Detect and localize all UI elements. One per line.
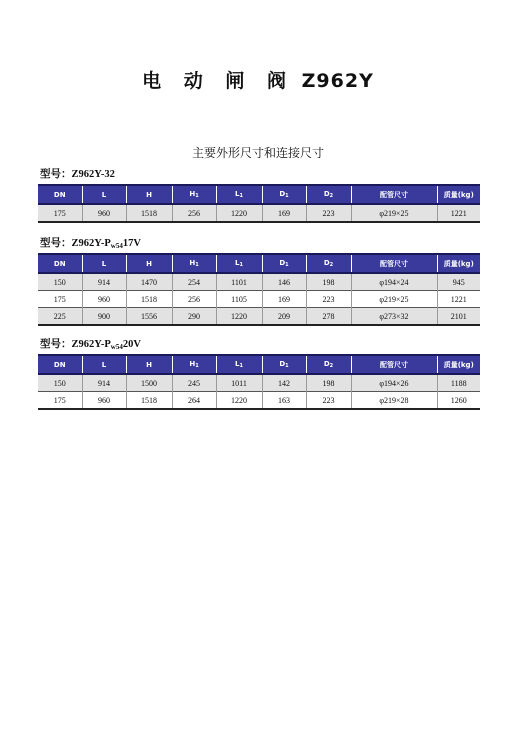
model-code-suffix: 20V <box>122 339 141 350</box>
model-label <box>40 166 480 181</box>
table-body <box>38 273 480 325</box>
model-section <box>38 166 480 223</box>
column-header-label: L <box>101 259 107 268</box>
column-header <box>262 254 306 273</box>
table-row <box>38 291 480 308</box>
table-cell: φ194×26 <box>351 374 437 392</box>
table-cell: 142 <box>262 374 306 392</box>
table-cell: φ219×25 <box>351 291 437 308</box>
table-cell: 1220 <box>216 204 262 222</box>
page-title <box>0 66 516 93</box>
table-cell: 146 <box>262 273 306 291</box>
header-row <box>38 254 480 273</box>
column-header-label: H <box>146 190 152 199</box>
column-header <box>437 185 480 204</box>
column-header-label: 质量(kg) <box>443 360 474 369</box>
model-code-subscript: w54 <box>110 242 123 250</box>
table-cell: 960 <box>82 204 126 222</box>
column-header-subscript: 1 <box>195 193 199 199</box>
column-header-subscript: 1 <box>195 363 199 369</box>
column-header-subscript: 1 <box>285 193 289 199</box>
column-header-label: DN <box>53 360 66 369</box>
table-cell: φ273×32 <box>351 308 437 326</box>
column-header-label: H <box>146 360 152 369</box>
column-header <box>126 185 172 204</box>
table-cell: 1220 <box>216 392 262 410</box>
column-header-label: H <box>189 360 196 368</box>
model-section <box>38 336 480 410</box>
column-header-label: L <box>235 360 240 368</box>
column-header-subscript: 2 <box>329 363 334 369</box>
table-cell: 1518 <box>126 204 172 222</box>
column-header-label: D <box>279 190 286 198</box>
table-cell: 1470 <box>126 273 172 291</box>
model-label-prefix: 型号： <box>40 237 72 249</box>
page-title-model: Z962Y <box>301 70 374 92</box>
table-cell: 223 <box>306 204 351 222</box>
table-body <box>38 374 480 409</box>
column-header-label: DN <box>53 190 66 199</box>
table-cell: 256 <box>172 291 216 308</box>
column-header-subscript: 1 <box>239 193 243 199</box>
column-header <box>351 355 437 374</box>
table-cell: 1105 <box>216 291 262 308</box>
table-cell: 175 <box>38 392 82 410</box>
model-code <box>72 169 115 180</box>
column-header-subscript: 2 <box>329 262 334 268</box>
column-header <box>216 185 262 204</box>
column-header-label: 配管尺寸 <box>380 190 408 199</box>
table-cell: φ219×25 <box>351 204 437 222</box>
column-header <box>82 355 126 374</box>
table-cell: 163 <box>262 392 306 410</box>
table-row <box>38 273 480 291</box>
column-header-subscript: 1 <box>285 262 289 268</box>
column-header <box>82 254 126 273</box>
column-header-label: 配管尺寸 <box>380 259 408 268</box>
column-header-subscript: 1 <box>239 363 243 369</box>
column-header <box>216 254 262 273</box>
column-header <box>172 185 216 204</box>
column-header <box>38 355 82 374</box>
table-cell: 1500 <box>126 374 172 392</box>
table-cell: 198 <box>306 374 351 392</box>
header-row <box>38 185 480 204</box>
table-cell: 960 <box>82 291 126 308</box>
column-header-label: L <box>101 190 107 199</box>
column-header <box>126 355 172 374</box>
column-header-subscript: 1 <box>239 262 243 268</box>
table-cell: φ219×28 <box>351 392 437 410</box>
column-header <box>82 185 126 204</box>
table-cell: 290 <box>172 308 216 326</box>
page-title-cn: 电 动 闸 阀 <box>142 70 295 92</box>
model-label-prefix: 型号： <box>40 168 72 180</box>
table-cell: 2101 <box>437 308 480 326</box>
table-cell: 278 <box>306 308 351 326</box>
column-header-subscript: 2 <box>329 193 334 199</box>
column-header-label: L <box>101 360 107 369</box>
table-row <box>38 204 480 222</box>
table-cell: 209 <box>262 308 306 326</box>
column-header-label: D <box>323 190 330 198</box>
column-header <box>306 355 351 374</box>
table-cell: φ194×24 <box>351 273 437 291</box>
model-code-main: Z962Y-P <box>71 339 111 350</box>
table-cell: 1518 <box>126 392 172 410</box>
table-cell: 256 <box>172 204 216 222</box>
table-cell: 223 <box>306 392 351 410</box>
model-label-prefix: 型号： <box>40 338 72 350</box>
model-section <box>38 235 480 326</box>
table-cell: 1518 <box>126 291 172 308</box>
column-header <box>306 185 351 204</box>
model-code-suffix: 17V <box>122 238 141 249</box>
column-header-label: H <box>146 259 152 268</box>
table-cell: 1220 <box>216 308 262 326</box>
table-row <box>38 392 480 410</box>
table-header <box>38 185 480 204</box>
column-header-label: 质量(kg) <box>443 190 474 199</box>
column-header-label: H <box>189 259 196 267</box>
column-header <box>216 355 262 374</box>
column-header-subscript: 1 <box>195 262 199 268</box>
column-header-label: H <box>189 190 196 198</box>
model-code-main: Z962Y-32 <box>71 169 115 180</box>
table-cell: 245 <box>172 374 216 392</box>
table-cell: 960 <box>82 392 126 410</box>
dimension-table <box>38 184 480 223</box>
table-row <box>38 308 480 326</box>
table-cell: 1188 <box>437 374 480 392</box>
column-header <box>172 355 216 374</box>
column-header <box>262 355 306 374</box>
header-row <box>38 355 480 374</box>
table-cell: 264 <box>172 392 216 410</box>
column-header-label: D <box>279 259 286 267</box>
table-cell: 1556 <box>126 308 172 326</box>
column-header-label: D <box>323 259 330 267</box>
table-cell: 945 <box>437 273 480 291</box>
column-header-label: L <box>235 190 240 198</box>
column-header <box>437 254 480 273</box>
column-header-label: 质量(kg) <box>443 259 474 268</box>
column-header <box>351 185 437 204</box>
column-header-label: L <box>235 259 240 267</box>
column-header-label: DN <box>53 259 66 268</box>
table-header <box>38 355 480 374</box>
model-label <box>40 235 480 250</box>
table-cell: 1260 <box>437 392 480 410</box>
table-cell: 175 <box>38 204 82 222</box>
table-cell: 223 <box>306 291 351 308</box>
model-code-main: Z962Y-P <box>71 238 111 249</box>
column-header-label: D <box>323 360 330 368</box>
table-cell: 150 <box>38 273 82 291</box>
column-header <box>38 185 82 204</box>
column-header <box>306 254 351 273</box>
model-label <box>40 336 480 351</box>
table-cell: 254 <box>172 273 216 291</box>
column-header <box>38 254 82 273</box>
table-cell: 150 <box>38 374 82 392</box>
table-cell: 1011 <box>216 374 262 392</box>
model-code <box>72 238 141 249</box>
table-cell: 225 <box>38 308 82 326</box>
column-header <box>262 185 306 204</box>
column-header-label: D <box>279 360 286 368</box>
table-row <box>38 374 480 392</box>
table-cell: 169 <box>262 204 306 222</box>
column-header <box>126 254 172 273</box>
dimension-table <box>38 253 480 326</box>
table-cell: 1101 <box>216 273 262 291</box>
dimension-table <box>38 354 480 410</box>
subtitle: 主要外形尺寸和连接尺寸 <box>191 146 324 160</box>
table-cell: 175 <box>38 291 82 308</box>
table-cell: 169 <box>262 291 306 308</box>
table-body <box>38 204 480 222</box>
model-code-subscript: w54 <box>110 343 123 351</box>
column-header <box>172 254 216 273</box>
column-header <box>437 355 480 374</box>
table-cell: 914 <box>82 374 126 392</box>
table-header <box>38 254 480 273</box>
column-header-subscript: 1 <box>285 363 289 369</box>
table-cell: 914 <box>82 273 126 291</box>
column-header-label: 配管尺寸 <box>380 360 408 369</box>
table-cell: 1221 <box>437 291 480 308</box>
table-cell: 900 <box>82 308 126 326</box>
model-code <box>72 339 141 350</box>
table-cell: 1221 <box>437 204 480 222</box>
table-cell: 198 <box>306 273 351 291</box>
column-header <box>351 254 437 273</box>
